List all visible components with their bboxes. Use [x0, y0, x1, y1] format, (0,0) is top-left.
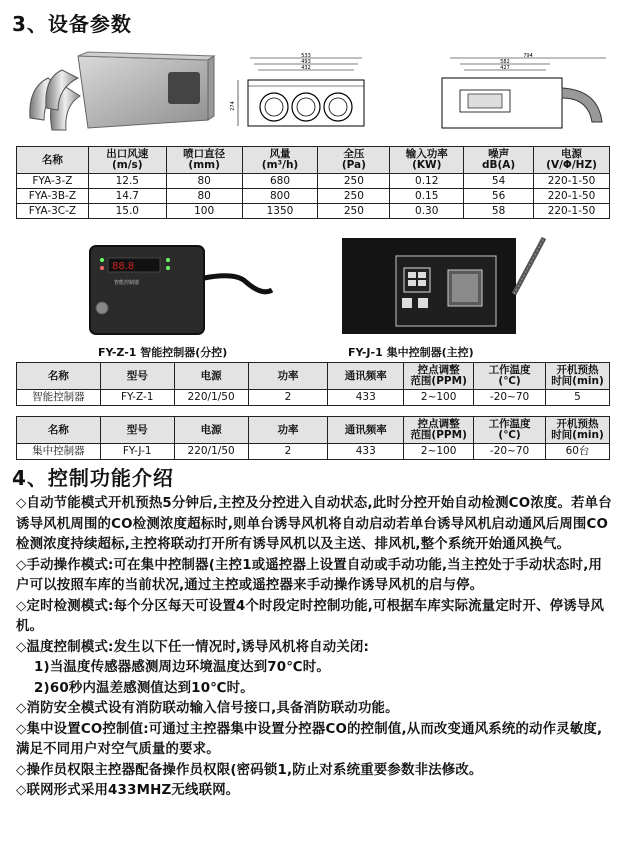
table-header-cell: 工作温度 (℃)	[474, 363, 546, 390]
table-header-cell: 开机预热 时间(min)	[546, 417, 610, 444]
table-header-cell: 喷口直径 (mm)	[166, 147, 242, 174]
table-cell: FY-Z-1	[100, 390, 174, 406]
central-controller-photo	[338, 234, 548, 338]
table-cell: 2~100	[404, 390, 474, 406]
central-controller-table	[16, 416, 610, 460]
function-description	[16, 494, 612, 802]
smart-controller-table	[16, 362, 610, 406]
table-cell: 5	[546, 390, 610, 406]
table-cell: FYA-3C-Z	[17, 204, 89, 219]
table-cell: -20~70	[474, 390, 546, 406]
table-header-row	[17, 363, 610, 390]
table-header-cell: 输入功率 (KW)	[390, 147, 464, 174]
table-header-cell: 功率	[248, 417, 328, 444]
table-header-cell: 风量 (m³/h)	[242, 147, 318, 174]
table-cell: 800	[242, 189, 318, 204]
table-header-cell: 出口风速 (m/s)	[88, 147, 166, 174]
table-header-cell: 名称	[17, 147, 89, 174]
table-cell: 60台	[546, 444, 610, 460]
table-header-row	[17, 147, 610, 174]
table-cell: 智能控制器	[17, 390, 101, 406]
table-cell: 220/1/50	[174, 390, 248, 406]
table-cell: 14.7	[88, 189, 166, 204]
para-network: ◇联网形式采用433MHZ无线联网。	[16, 783, 240, 798]
table-header-cell: 通讯频率	[328, 417, 404, 444]
para-temp-cond-1: 1)当温度传感器感测周边环境温度达到70℃时。	[34, 660, 330, 675]
table-header-cell: 控点调整 范围(PPM)	[404, 363, 474, 390]
table-cell: 250	[318, 174, 390, 189]
para-auto-mode: ◇自动节能模式开机预热5分钟后,主控及分控进入自动状态,此时分控开始自动检测CO浓度。若单台诱导风机周围的CO检测浓度超标时,则单台诱导风机将自动启动若单台诱导风机启动通风后周围CO检测浓度持续超标,主控将联动打开所有诱导风机以及主送、排风机,整个系统开始通风换气。	[16, 496, 612, 552]
para-timer-mode: ◇定时检测模式:每个分区每天可设置4个时段定时控制功能,可根据车库实际流量定时开、停诱导风机。	[16, 598, 605, 634]
table-cell: FYA-3B-Z	[17, 189, 89, 204]
table-cell: 220/1/50	[174, 444, 248, 460]
table-cell: 220-1-50	[534, 189, 610, 204]
front-dim-2: 493	[301, 59, 311, 65]
front-view-drawing	[228, 52, 368, 140]
table-header-cell: 开机预热 时间(min)	[546, 363, 610, 390]
table-cell: 2	[248, 390, 328, 406]
table-header-cell: 全压 (Pa)	[318, 147, 390, 174]
table-cell: -20~70	[474, 444, 546, 460]
table-cell: 集中控制器	[17, 444, 101, 460]
table-row	[17, 390, 610, 406]
table-header-cell: 名称	[17, 363, 101, 390]
side-dim-3: 427	[500, 65, 510, 71]
table-cell: 220-1-50	[534, 204, 610, 219]
table-cell: 0.15	[390, 189, 464, 204]
table-row	[17, 444, 610, 460]
table-row	[17, 174, 610, 189]
table-cell: 1350	[242, 204, 318, 219]
para-fire-mode: ◇消防安全模式设有消防联动输入信号接口,具备消防联动功能。	[16, 701, 399, 716]
table-header-cell: 电源 (V/Φ/HZ)	[534, 147, 610, 174]
front-dim-3: 432	[301, 65, 311, 71]
section-3-title: 3、设备参数	[12, 12, 132, 36]
table-cell: 220-1-50	[534, 174, 610, 189]
front-dim-1: 533	[301, 53, 311, 59]
table-cell: 2~100	[404, 444, 474, 460]
table-header-cell: 控点调整 范围(PPM)	[404, 417, 474, 444]
table-header-cell: 通讯频率	[328, 363, 404, 390]
section-4-title: 4、控制功能介绍	[12, 466, 174, 490]
table-cell: 250	[318, 204, 390, 219]
caption-smart-controller: FY-Z-1 智能控制器(分控)	[98, 346, 228, 359]
table-row	[17, 204, 610, 219]
table-cell: 58	[464, 204, 534, 219]
table-header-cell: 电源	[174, 363, 248, 390]
table-header-row	[17, 417, 610, 444]
table-header-cell: 名称	[17, 417, 101, 444]
table-cell: 15.0	[88, 204, 166, 219]
para-temp-mode: ◇温度控制模式:发生以下任一情况时,诱导风机将自动关闭:	[16, 639, 370, 655]
table-row	[17, 189, 610, 204]
table-cell: 680	[242, 174, 318, 189]
height-dim: 274	[230, 101, 236, 111]
para-operator-rights: ◇操作员权限主控器配备操作员权限(密码锁1,防止对系统重要参数非法修改。	[16, 762, 483, 778]
table-cell: 0.12	[390, 174, 464, 189]
smart-controller-photo	[86, 238, 276, 336]
table-header-cell: 电源	[174, 417, 248, 444]
controller-label: 智能控制器	[114, 280, 140, 286]
table-header-cell: 型号	[100, 363, 174, 390]
table-header-cell: 工作温度 (℃)	[474, 417, 546, 444]
fan-spec-table	[16, 146, 610, 219]
svg-text:88.8: 88.8	[112, 261, 135, 272]
side-dim-2: 582	[500, 59, 510, 65]
side-dim-1: 794	[523, 53, 533, 59]
table-header-cell: 噪声 dB(A)	[464, 147, 534, 174]
table-cell: 100	[166, 204, 242, 219]
table-cell: 250	[318, 189, 390, 204]
table-header-cell: 型号	[100, 417, 174, 444]
side-view-drawing	[420, 52, 610, 140]
para-co-setting: ◇集中设置CO控制值:可通过主控器集中设置分控器CO的控制值,从而改变通风系统的动作灵敏度,满足不同用户对空气质量的要求。	[16, 721, 603, 757]
table-cell: FYA-3-Z	[17, 174, 89, 189]
table-cell: 433	[328, 390, 404, 406]
table-cell: 80	[166, 189, 242, 204]
table-cell: 56	[464, 189, 534, 204]
table-cell: FY-J-1	[100, 444, 174, 460]
caption-central-controller: FY-J-1 集中控制器(主控)	[348, 346, 474, 359]
fan-unit-photo	[18, 48, 218, 138]
table-cell: 2	[248, 444, 328, 460]
table-cell: 54	[464, 174, 534, 189]
para-temp-cond-2: 2)60秒内温差感测值达到10℃时。	[34, 680, 254, 696]
table-header-cell: 功率	[248, 363, 328, 390]
table-cell: 0.30	[390, 204, 464, 219]
table-cell: 12.5	[88, 174, 166, 189]
table-cell: 80	[166, 174, 242, 189]
table-cell: 433	[328, 444, 404, 460]
para-manual-mode: ◇手动操作模式:可在集中控制器(主控1或遥控器上设置自动或手动功能,当主控处于手动状态时,用户可以按照车库的当前状况,通过主控或遥控器来手动操作诱导风机的启与停。	[16, 557, 603, 593]
